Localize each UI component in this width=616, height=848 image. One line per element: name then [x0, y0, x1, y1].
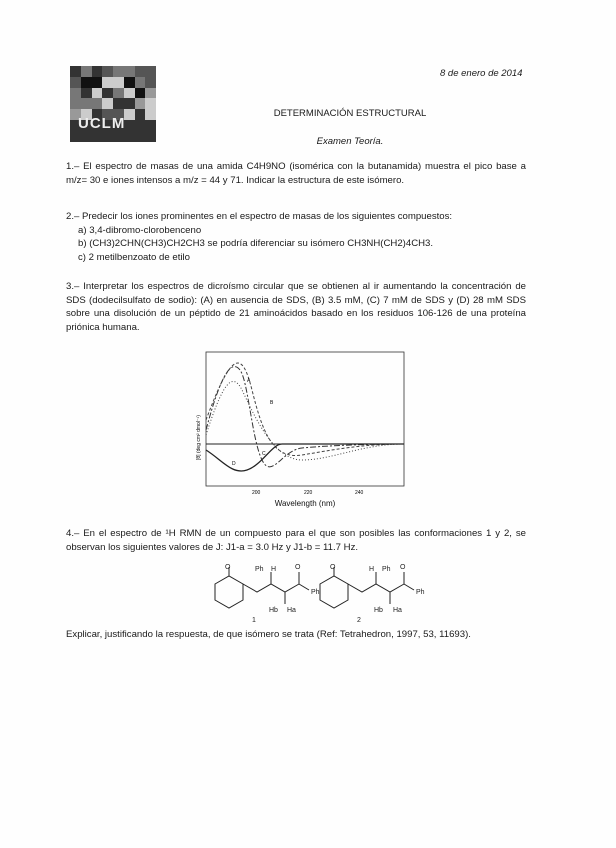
logo-tile: [145, 66, 156, 77]
logo-tile: [135, 88, 146, 99]
question-1: 1.– El espectro de masas de una amida C4H9NO (isomérica con la butanamida) muestra el pico base a m/z= 30 e iones intensos a m/z = 44 y 71. Indicar la estructura de este isómero.: [66, 161, 526, 186]
question-2-item-c: c) 2 metilbenzoato de etilo: [78, 251, 190, 263]
question-4-footer: Explicar, justificando la respuesta, de que isómero se trata (Ref: Tetrahedron, 1997, 53, 11693).: [66, 629, 471, 640]
logo-tile: [145, 77, 156, 88]
atom: Hb: [374, 607, 383, 614]
logo-tile: [145, 88, 156, 99]
x-tick-220: 220: [304, 490, 313, 496]
logo-tile: [113, 88, 124, 99]
logo-tile: [135, 66, 146, 77]
logo-tile: [113, 66, 124, 77]
atom: H: [271, 566, 277, 573]
logo-tile: [70, 88, 81, 99]
x-tick-200: 200: [252, 490, 261, 496]
structure-label-2: 2: [357, 617, 361, 624]
atom: O: [295, 564, 301, 571]
logo-tile: [92, 88, 103, 99]
logo-tile: [81, 66, 92, 77]
atom: H: [369, 566, 375, 573]
logo-tile: [135, 77, 146, 88]
atom: Ph: [416, 589, 425, 596]
question-3: 3.– Interpretar los espectros de dicroísmo circular que se obtienen al ir aumentando la concentración de SDS (dodecilsulfato de sodio): (A) en ausencia de SDS, (B) 3.5 mM, (C) 7 mM de SDS y (D) 28 mM SDS sobre una disolución de un péptido de 21 aminoácidos basado en los residuos 106-126 de una proteína priónica humana.: [66, 281, 526, 333]
logo-tile: [70, 77, 81, 88]
logo-tile: [81, 88, 92, 99]
document-title: DETERMINACIÓN ESTRUCTURAL: [273, 108, 427, 119]
atom: Ph: [382, 566, 391, 573]
logo-tile: [102, 77, 113, 88]
curve-b: [206, 363, 404, 456]
logo-tile: [92, 66, 103, 77]
atom: Ha: [393, 607, 402, 614]
atom: Ph: [311, 589, 320, 596]
logo-tile: [92, 77, 103, 88]
atom: O: [330, 564, 336, 571]
question-2: [66, 210, 526, 264]
logo-tile: [124, 66, 135, 77]
atom: Ph: [255, 566, 264, 573]
logo-tile: [70, 66, 81, 77]
logo-tile: [124, 77, 135, 88]
exam-date: 8 de enero de 2014: [440, 68, 523, 79]
x-axis-label: Wavelength (nm): [274, 499, 336, 508]
curve-c: [206, 381, 404, 460]
x-tick-240: 240: [355, 490, 364, 496]
logo-tile: [124, 88, 135, 99]
atom: Hb: [269, 607, 278, 614]
question-2-text: 2.– Predecir los iones prominentes en el espectro de masas de los siguientes compuestos:: [66, 211, 453, 222]
logo-text: UCLM: [78, 115, 126, 132]
logo-tile: [102, 88, 113, 99]
cd-spectrum-figure: [192, 350, 407, 510]
curve-label-b: B: [270, 400, 274, 406]
curve-d: [206, 444, 404, 471]
curve-label-d: D: [232, 461, 236, 467]
document-subtitle: Examen Teoría.: [316, 136, 384, 147]
uclm-logo: [70, 66, 156, 142]
atom: O: [400, 564, 406, 571]
curve-label-a: A: [247, 378, 251, 384]
logo-tile: [102, 66, 113, 77]
logo-tile: [113, 77, 124, 88]
atom: Ha: [287, 607, 296, 614]
curve-label-c: C: [262, 451, 266, 457]
logo-tile: [81, 77, 92, 88]
question-2-item-b: b) (CH3)2CHN(CH3)CH2CH3 se podría diferenciar su isómero CH3NH(CH2)4CH3.: [78, 238, 434, 249]
question-4: 4.– En el espectro de ¹H RMN de un compuesto para el que son posibles las conformaciones 1 y 2, se observan los siguientes valores de J: J1-a = 3.0 Hz y J1-b = 11.7 Hz.: [66, 528, 526, 553]
structure-label-1: 1: [252, 617, 256, 624]
conformations-structures: [205, 562, 490, 624]
y-axis-label: [θ] (deg cm² dmol⁻¹): [196, 415, 202, 460]
curve-a: [206, 367, 404, 467]
atom: O: [225, 564, 231, 571]
question-2-item-a: a) 3,4-dibromo-clorobenceno: [78, 224, 202, 236]
